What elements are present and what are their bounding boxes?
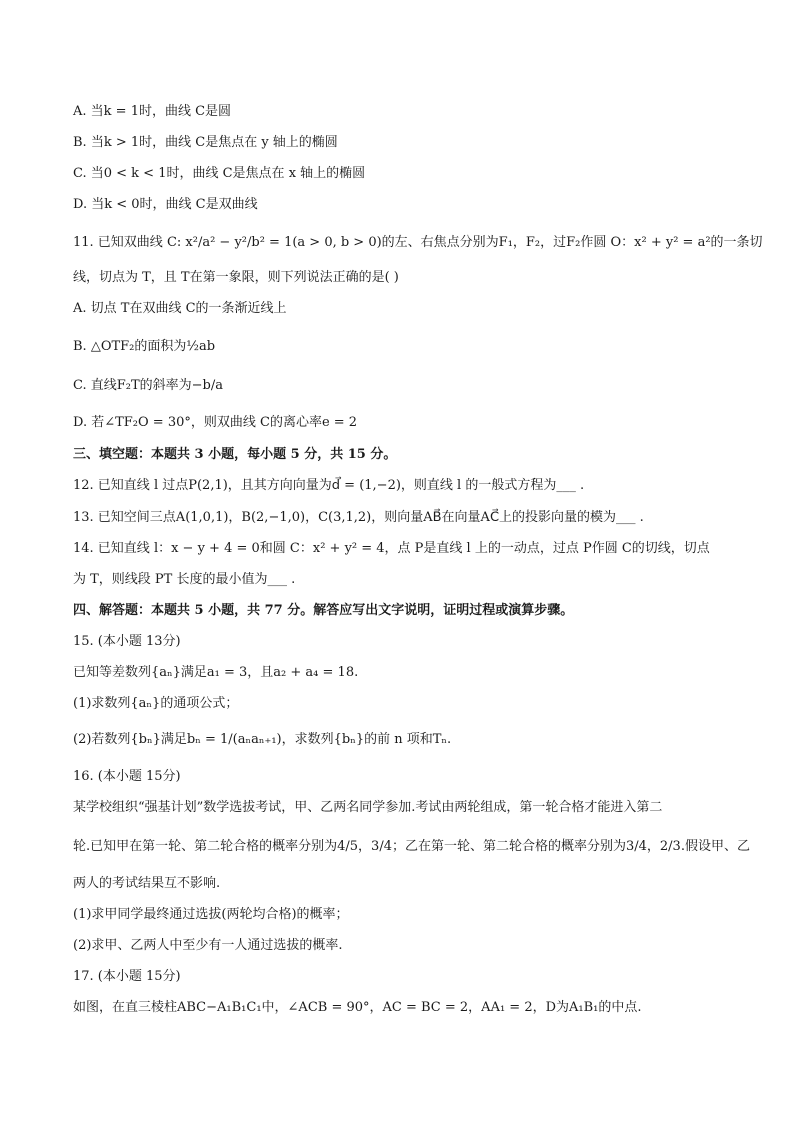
option-11a: A. 切点 T在双曲线 C的一条渐近线上: [73, 301, 287, 316]
question-16-stem-end: 两人的考试结果互不影响.: [73, 876, 221, 891]
question-16-stem-cont: 轮.已知甲在第一轮、第二轮合格的概率分别为4/5，3/4；乙在第一轮、第二轮合格的概率分别为3/4，2/3.假设甲、乙: [73, 839, 750, 854]
question-14: 14. 已知直线 l：x − y + 4 = 0和圆 C：x² + y² = 4，点 P是直线 l 上的一动点，过点 P作圆 C的切线，切点: [73, 541, 710, 556]
question-16-stem: 某学校组织“强基计划”数学选拔考试，甲、乙两名同学参加.考试由两轮组成，第一轮合格才能进入第二: [73, 800, 663, 815]
option-11b: B. △OTF₂的面积为½ab: [73, 339, 216, 354]
question-15-stem: 已知等差数列{aₙ}满足a₁ = 3，且a₂ + a₄ = 18.: [73, 665, 359, 680]
option-10b: B. 当k > 1时，曲线 C是焦点在 y 轴上的椭圆: [73, 135, 338, 150]
question-17-header: 17. (本小题 15分): [73, 969, 181, 984]
section-fill-in-heading: 三、填空题：本题共 3 小题，每小题 5 分，共 15 分。: [73, 447, 397, 462]
question-15-part2: (2)若数列{bₙ}满足bₙ = 1/(aₙaₙ₊₁)，求数列{bₙ}的前 n 项和Tₙ.: [73, 732, 452, 747]
option-10a: A. 当k = 1时，曲线 C是圆: [73, 104, 232, 119]
question-11-stem-cont: 线，切点为 T，且 T在第一象限，则下列说法正确的是( ): [73, 270, 399, 285]
question-16-part1: (1)求甲同学最终通过选拔(两轮均合格)的概率；: [73, 907, 349, 922]
question-15-part1: (1)求数列{aₙ}的通项公式；: [73, 696, 239, 711]
question-13: 13. 已知空间三点A(1,0,1)，B(2,−1,0)，C(3,1,2)，则向量AB⃗在向量AC⃗上的投影向量的模为___ .: [73, 510, 644, 525]
question-15-header: 15. (本小题 13分): [73, 634, 181, 649]
question-11-stem: 11. 已知双曲线 C: x²/a² − y²/b² = 1(a > 0, b > 0)的左、右焦点分别为F₁，F₂，过F₂作圆 O：x² + y² = a²的一条切: [73, 235, 763, 250]
section-solutions-heading: 四、解答题：本题共 5 小题，共 77 分。解答应写出文字说明，证明过程或演算步骤。: [73, 603, 574, 618]
option-11d: D. 若∠TF₂O = 30°，则双曲线 C的离心率e = 2: [73, 415, 358, 430]
question-16-part2: (2)求甲、乙两人中至少有一人通过选拔的概率.: [73, 938, 343, 953]
option-11c: C. 直线F₂T的斜率为−b/a: [73, 378, 223, 393]
option-10c: C. 当0 < k < 1时，曲线 C是焦点在 x 轴上的椭圆: [73, 166, 366, 181]
question-12: 12. 已知直线 l 过点P(2,1)，且其方向向量为d⃗ = (1,−2)，则直线 l 的一般式方程为___ .: [73, 478, 585, 493]
question-17-stem: 如图，在直三棱柱ABC−A₁B₁C₁中，∠ACB = 90°，AC = BC = 2，AA₁ = 2，D为A₁B₁的中点.: [73, 1000, 642, 1015]
option-10d: D. 当k < 0时，曲线 C是双曲线: [73, 197, 258, 212]
question-16-header: 16. (本小题 15分): [73, 769, 181, 784]
question-14-cont: 为 T，则线段 PT 长度的最小值为___ .: [73, 572, 296, 587]
